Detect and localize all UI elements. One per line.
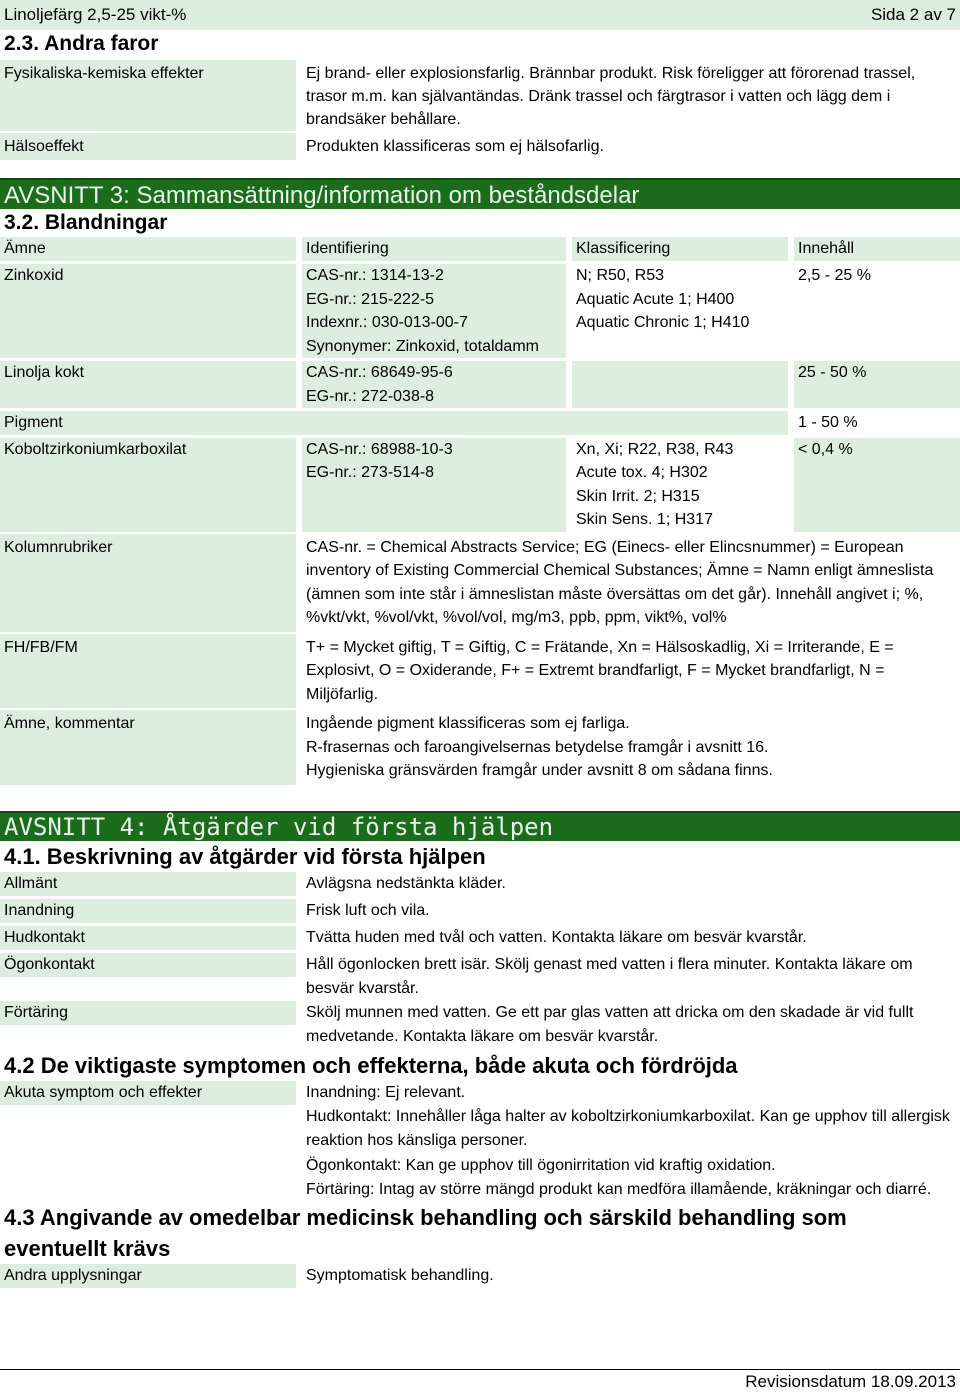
hazard-label: Fysikaliska-kemiska effekter bbox=[0, 60, 296, 131]
section-heading-4-1: 4.1. Beskrivning av åtgärder vid första hjälpen bbox=[4, 843, 486, 869]
other-information bbox=[0, 1264, 960, 1291]
legend-text: T+ = Mycket giftig, T = Giftig, C = Frätande, Xn = Hälsoskadlig, Xi = Irriterande, E = Explosivt, O = Oxiderande, F+ = Extremt brandfarligt, F = Mycket brandfarligt, N = Miljöfarlig. bbox=[306, 638, 894, 703]
first-aid-text: Tvätta huden med tvål och vatten. Kontakta läkare om besvär kvarstår. bbox=[306, 928, 807, 946]
legend-hazard-symbols bbox=[0, 634, 960, 709]
section-heading-4-2: 4.2 De viktigaste symptomen och effekterna, både akuta och fördröjda bbox=[4, 1052, 738, 1078]
first-aid-label: Allmänt bbox=[0, 872, 296, 896]
composition-table bbox=[0, 237, 960, 532]
first-aid-eyes bbox=[0, 953, 960, 1002]
column-header: Ämne bbox=[0, 237, 296, 261]
hazard-value: Ej brand- eller explosionsfarlig. Brännbar produkt. Risk föreligger att förorenad trassel, trasor m.m. kan självantändas. Dränk trassel och färgtrasor i vatten och lägg dem i brandsäker behållare. bbox=[306, 65, 916, 128]
first-aid-text: Håll ögonlocken brett isär. Skölj genast med vatten i flera minuter. Kontakta läkare om besvär kvarstår. bbox=[306, 955, 913, 997]
legend-label: Ämne, kommentar bbox=[0, 710, 296, 785]
substance-identification: CAS-nr.: 68988-10-3 EG-nr.: 273-514-8 bbox=[302, 438, 566, 532]
first-aid-general bbox=[0, 872, 960, 899]
column-header: Klassificering bbox=[572, 237, 788, 261]
section-heading-2-3: 2.3. Andra faror bbox=[4, 32, 159, 55]
page-header bbox=[0, 0, 960, 30]
page-footer bbox=[0, 1369, 960, 1393]
column-header: Innehåll bbox=[794, 237, 960, 261]
first-aid-label: Hudkontakt bbox=[0, 926, 296, 950]
first-aid-text: Inandning: Ej relevant. Hudkontakt: Innehåller låga halter av koboltzirkoniumkarboxilat. Kan ge upphov till allergisk reaktion hos känsliga personer. Ögonkontakt: Kan ge upphov till ögonirritation vid kraftig oxidation. Förtäring: Intag av större mängd produkt kan medföra illamående, kräkningar och diarré. bbox=[306, 1083, 950, 1198]
section-banner-4: AVSNITT 4: Åtgärder vid första hjälpen bbox=[0, 811, 960, 841]
substance-content: 1 - 50 % bbox=[798, 414, 858, 431]
substance-classification bbox=[572, 361, 788, 408]
legend-substance-comment bbox=[0, 710, 960, 785]
first-aid-label: Akuta symptom och effekter bbox=[0, 1081, 296, 1105]
document-title: Linoljefärg 2,5-25 vikt-% bbox=[4, 5, 187, 24]
first-aid-inhalation bbox=[0, 899, 960, 926]
substance-name: Linolja kokt bbox=[0, 361, 296, 408]
page-number: Sida 2 av 7 bbox=[870, 5, 956, 24]
legend-column-headers bbox=[0, 534, 960, 632]
legend-label: Kolumnrubriker bbox=[0, 534, 296, 632]
section-heading-4-3: 4.3 Angivande av omedelbar medicinsk behandling och särskild behandling som eventuellt krävs bbox=[4, 1205, 847, 1262]
first-aid-label: Inandning bbox=[0, 899, 296, 923]
section-banner-3: AVSNITT 3: Sammansättning/information om beståndsdelar bbox=[0, 178, 960, 209]
hazard-row-health bbox=[0, 133, 960, 160]
legend-text: CAS-nr. = Chemical Abstracts Service; EG (Einecs- eller Elincsnummer) = European inventory of Existing Commercial Chemical Substances; Ämne = Namn enligt ämneslista (ämnen som inte står i ämneslistan måste översättas om det går). Innehåll angivet i; %, %vkt/vkt, %vol/vkt, %vol/vol, mg/m3, ppb, ppm, vikt%, vol% bbox=[306, 538, 934, 626]
section-heading-3-2: 3.2. Blandningar bbox=[4, 211, 168, 234]
substance-identification: CAS-nr.: 1314-13-2 EG-nr.: 215-222-5 Indexnr.: 030-013-00-7 Synonymer: Zinkoxid, totaldamm bbox=[302, 264, 566, 358]
substance-content: 2,5 - 25 % bbox=[798, 267, 871, 284]
first-aid-text: Frisk luft och vila. bbox=[306, 901, 430, 919]
substance-name: Zinkoxid bbox=[0, 264, 296, 358]
first-aid-label: Andra upplysningar bbox=[0, 1264, 296, 1288]
legend-label: FH/FB/FM bbox=[0, 634, 296, 709]
first-aid-skin bbox=[0, 926, 960, 953]
substance-content: 25 - 50 % bbox=[794, 361, 960, 408]
first-aid-label: Ögonkontakt bbox=[0, 953, 296, 977]
column-header: Identifiering bbox=[302, 237, 566, 261]
substance-identification: CAS-nr.: 68649-95-6 EG-nr.: 272-038-8 bbox=[302, 361, 566, 408]
legend-text: Ingående pigment klassificeras som ej farliga. R-frasernas och faroangivelsernas betydelse framgår i avsnitt 16. Hygieniska gränsvärden framgår under avsnitt 8 om sådana finns. bbox=[306, 715, 773, 779]
acute-symptoms bbox=[0, 1081, 960, 1202]
substance-name: Koboltzirkoniumkarboxilat bbox=[0, 438, 296, 532]
substance-classification: N; R50, R53 Aquatic Acute 1; H400 Aquatic Chronic 1; H410 bbox=[576, 267, 750, 331]
first-aid-label: Förtäring bbox=[0, 1001, 296, 1025]
substance-content: < 0,4 % bbox=[794, 438, 960, 532]
hazard-row-physchem bbox=[0, 60, 960, 131]
first-aid-ingestion bbox=[0, 1001, 960, 1050]
hazard-value: Produkten klassificeras som ej hälsofarlig. bbox=[306, 138, 604, 155]
substance-classification: Xn, Xi; R22, R38, R43 Acute tox. 4; H302 Skin Irrit. 2; H315 Skin Sens. 1; H317 bbox=[576, 440, 734, 528]
substance-name: Pigment bbox=[0, 411, 788, 435]
hazard-label: Hälsoeffekt bbox=[0, 133, 296, 160]
first-aid-text: Symptomatisk behandling. bbox=[306, 1267, 494, 1285]
first-aid-text: Skölj munnen med vatten. Ge ett par glas vatten att dricka om den skadade är vid fullt medvetande. Kontakta läkare om besvär kvarstår. bbox=[306, 1004, 914, 1046]
revision-date: Revisionsdatum 18.09.2013 bbox=[745, 1372, 956, 1391]
first-aid-text: Avlägsna nedstänkta kläder. bbox=[306, 874, 506, 892]
